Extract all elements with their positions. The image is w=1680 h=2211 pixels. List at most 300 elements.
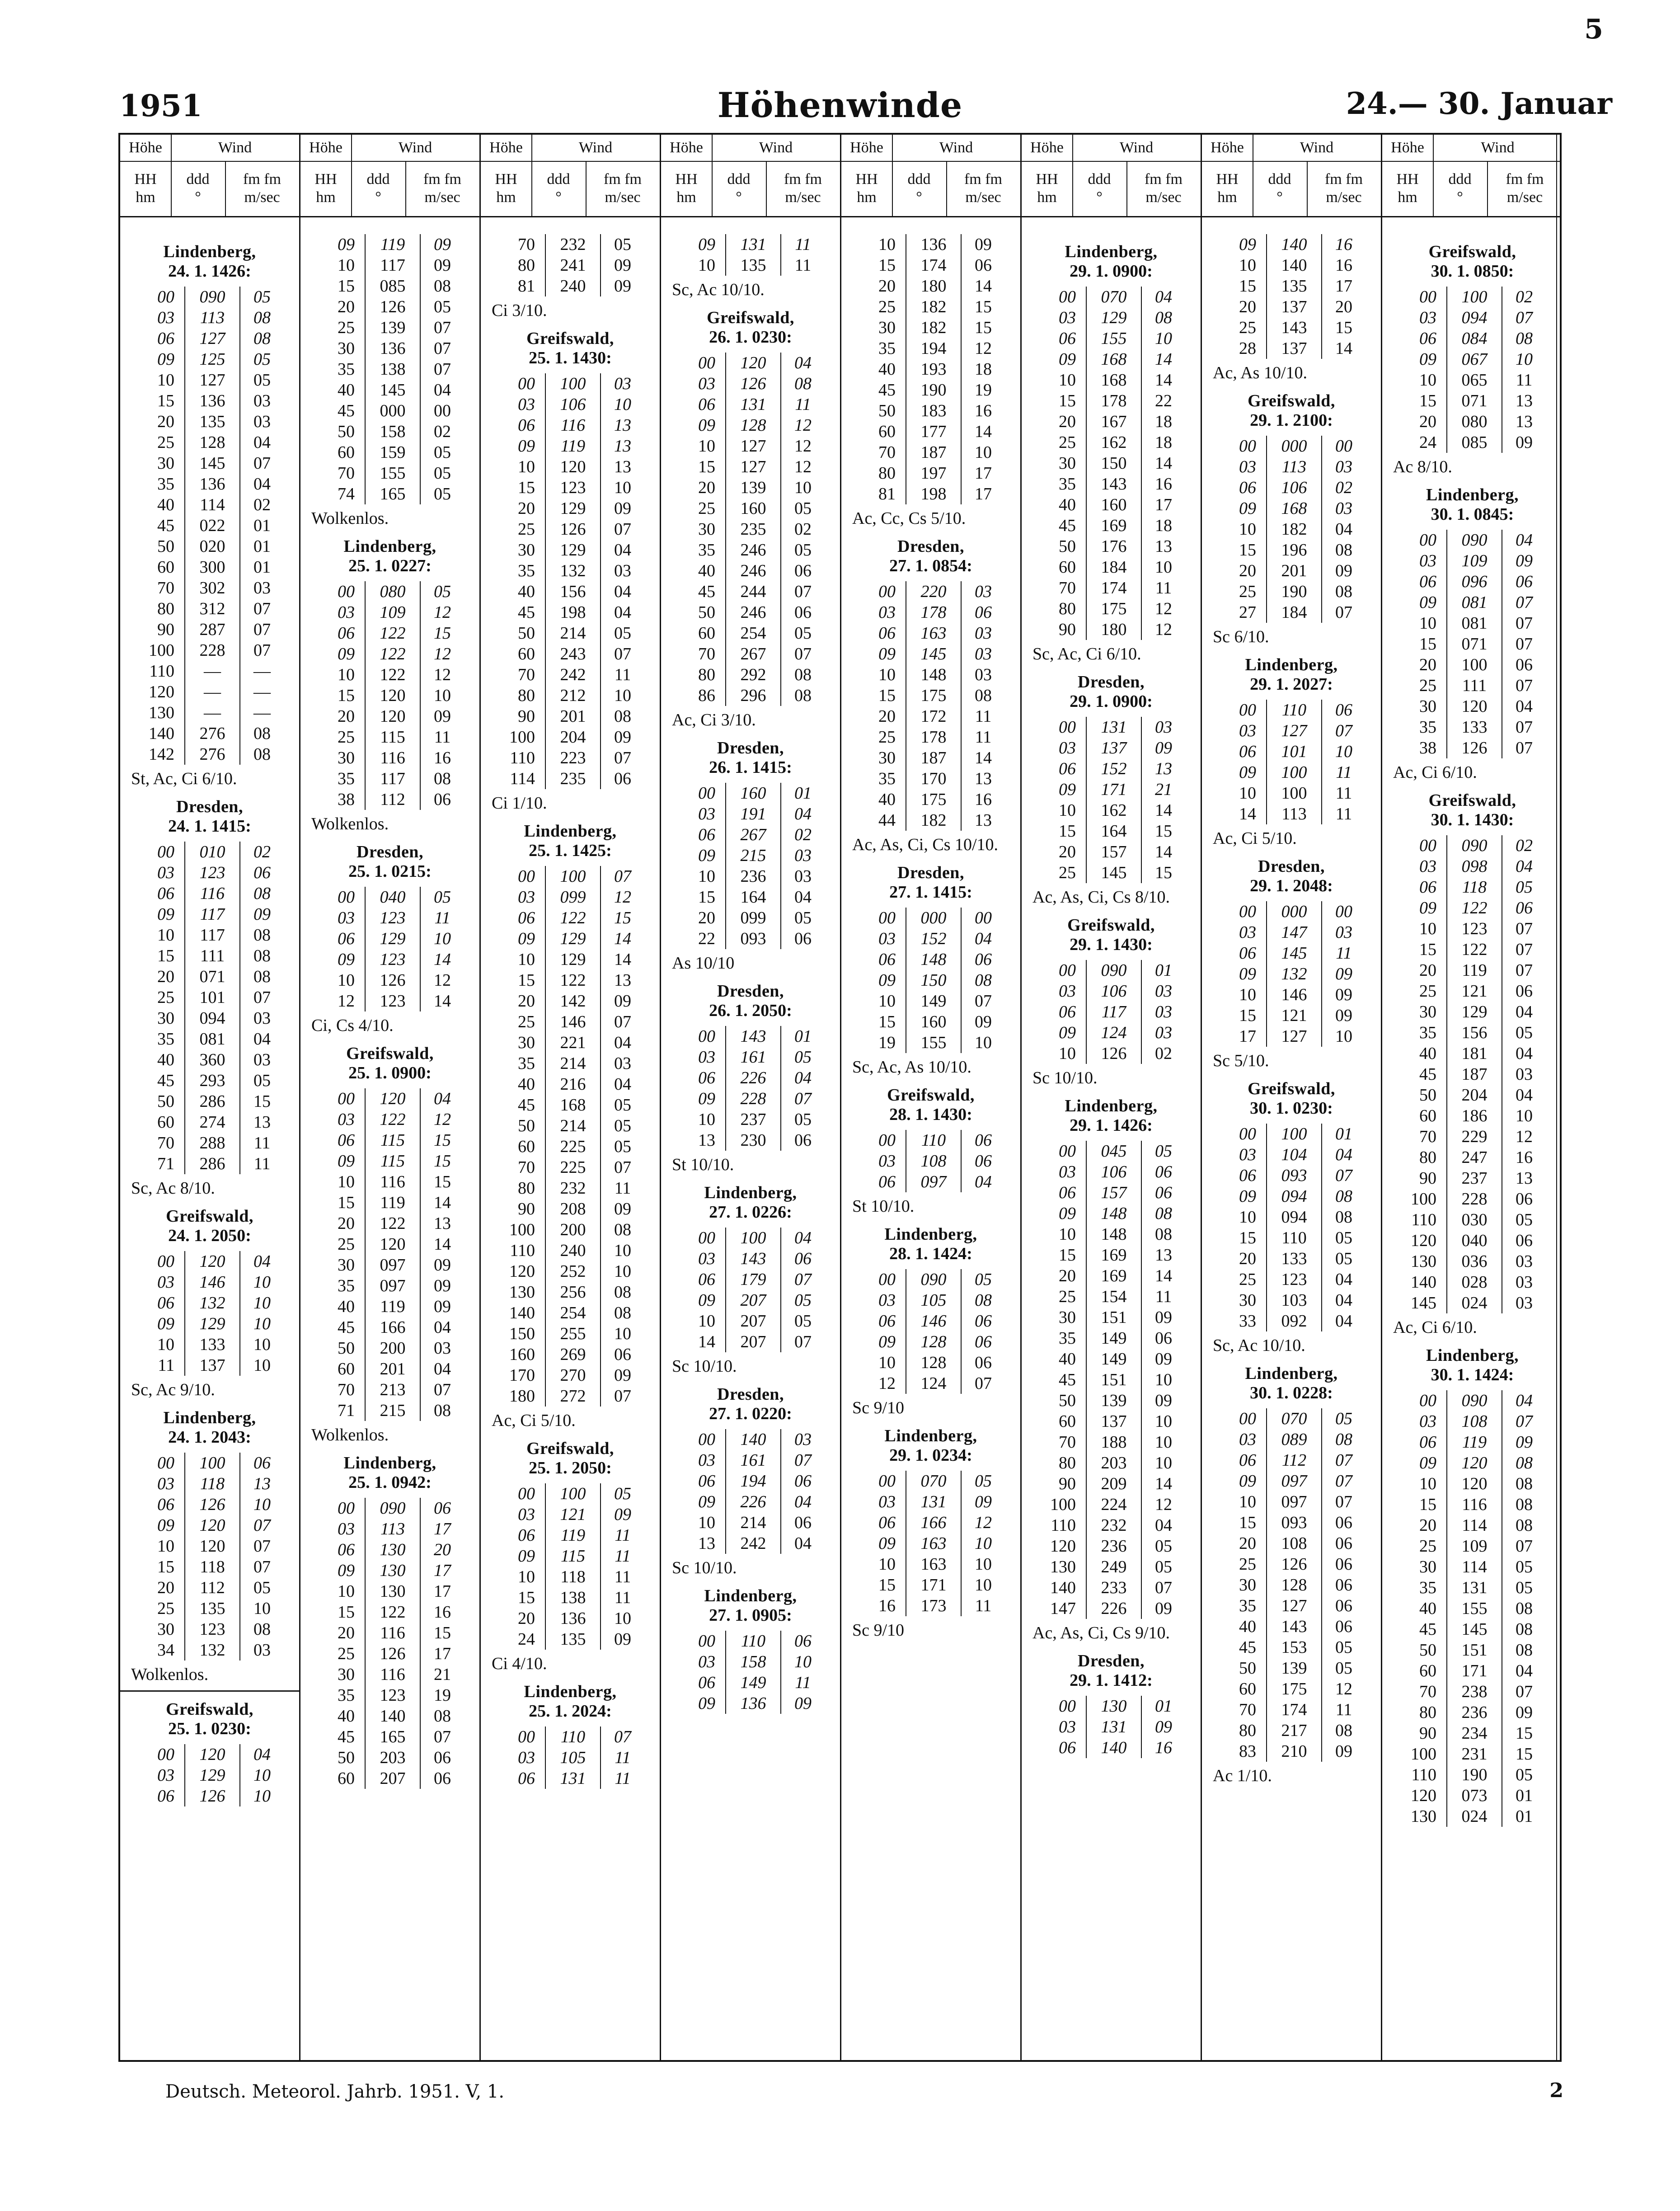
height-cell: 20 (338, 297, 355, 316)
speed-cell: 11 (1516, 371, 1533, 390)
speed-cell: 04 (614, 582, 631, 601)
height-cell: 10 (1419, 1474, 1436, 1493)
speed-cell: 14 (434, 1235, 451, 1254)
speed-cell: 05 (1516, 1578, 1533, 1597)
height-cell: 09 (157, 350, 174, 369)
height-cell: 03 (1419, 857, 1436, 876)
direction-cell: 208 (545, 1199, 601, 1219)
height-cell: 00 (157, 1745, 174, 1764)
observation-time: 27. 1. 0226: (709, 1203, 792, 1222)
table-row (300, 1685, 479, 1706)
speed-cell: 10 (614, 395, 631, 414)
height-cell: 110 (510, 748, 535, 767)
height-cell: 06 (157, 329, 174, 348)
table-row (1382, 1272, 1562, 1293)
station-name: Greifswald, (707, 308, 794, 327)
height-cell: 00 (1059, 1697, 1076, 1716)
table-row (300, 908, 479, 928)
table-row (841, 1130, 1020, 1151)
speed-cell: 13 (1155, 1246, 1172, 1265)
table-row (661, 456, 840, 477)
table-row (661, 602, 840, 623)
direction-cell: 097 (365, 1255, 421, 1275)
header-hoehe (120, 135, 172, 162)
table-row (481, 519, 660, 540)
direction-cell: 213 (365, 1379, 421, 1400)
speed-cell: 11 (614, 665, 631, 684)
height-cell: 09 (1239, 763, 1256, 782)
speed-cell: 07 (1516, 614, 1533, 633)
table-row (1382, 349, 1562, 370)
height-cell: 06 (698, 1472, 715, 1491)
record-heading (120, 1408, 299, 1447)
speed-cell: 14 (614, 929, 631, 948)
table-row (661, 845, 840, 866)
direction-cell: 106 (1086, 1162, 1142, 1182)
speed-cell: 15 (1516, 1724, 1533, 1743)
speed-cell: 10 (1516, 1106, 1533, 1125)
speed-cell: 05 (614, 1137, 631, 1156)
direction-cell: 000 (1266, 901, 1322, 922)
table-row (300, 1255, 479, 1275)
header-fm-text: m/sec (1506, 189, 1543, 206)
table-row (481, 1747, 660, 1768)
height-cell: 20 (518, 1609, 535, 1628)
table-column (1022, 135, 1202, 2060)
header-fm-text: fm fm (1506, 171, 1544, 188)
table-column (300, 135, 481, 2060)
speed-cell: 08 (614, 1303, 631, 1322)
sounding-record (1382, 791, 1562, 1338)
table-row (1202, 1575, 1381, 1595)
header-hh-text: hm (857, 189, 877, 206)
speed-cell: 10 (614, 1241, 631, 1260)
header-ddd-text: ° (1457, 189, 1463, 206)
direction-cell: 129 (545, 949, 601, 970)
speed-cell: 05 (434, 443, 451, 462)
direction-cell: 247 (1446, 1147, 1502, 1168)
direction-cell: 188 (1086, 1432, 1142, 1453)
speed-cell: 11 (1155, 579, 1172, 597)
height-cell: 100 (1411, 1190, 1436, 1209)
speed-cell: 07 (1516, 1537, 1533, 1556)
speed-cell: 06 (975, 1332, 992, 1351)
direction-cell: 109 (1446, 550, 1502, 571)
height-cell: 06 (157, 1787, 174, 1806)
height-cell: 25 (878, 728, 896, 747)
direction-cell: 024 (1446, 1806, 1502, 1827)
direction-cell: 098 (1446, 856, 1502, 877)
table-row (300, 317, 479, 338)
speed-cell: 14 (975, 277, 992, 296)
direction-cell: 123 (184, 1619, 240, 1640)
speed-cell: 05 (1155, 1142, 1172, 1161)
height-cell: 00 (1419, 531, 1436, 550)
station-name: Greifswald, (887, 1086, 975, 1105)
speed-cell: 20 (1335, 297, 1352, 316)
table-row (1382, 717, 1562, 738)
speed-cell: 14 (1155, 1474, 1172, 1493)
speed-cell: 09 (1335, 561, 1352, 580)
cloud-note: Sc, Ac, Ci 6/10. (1032, 644, 1141, 663)
table-row (300, 727, 479, 748)
height-cell: 09 (878, 644, 896, 663)
table-row (120, 1153, 299, 1174)
direction-cell: 214 (725, 1512, 781, 1533)
direction-cell: 116 (365, 748, 421, 768)
header-ddd (892, 161, 947, 216)
height-cell: 25 (1059, 1287, 1076, 1306)
height-cell: 15 (338, 686, 355, 705)
speed-cell: 10 (614, 1262, 631, 1281)
sounding-record (481, 1439, 660, 1674)
height-cell: 06 (1059, 329, 1076, 348)
header-hh (300, 161, 352, 216)
speed-cell: 03 (1155, 1002, 1172, 1021)
height-cell: 25 (518, 520, 535, 539)
height-cell: 70 (338, 1380, 355, 1399)
direction-cell: 178 (1086, 390, 1142, 411)
speed-cell: 07 (614, 1158, 631, 1177)
speed-cell: 08 (1516, 1599, 1533, 1618)
header-wind-text: Wind (759, 139, 793, 156)
speed-cell: 04 (1516, 1661, 1533, 1680)
speed-cell: 04 (253, 1030, 271, 1049)
table-row (1382, 1064, 1562, 1085)
record-heading (481, 329, 660, 368)
table-row (481, 1629, 660, 1650)
height-cell: 06 (1239, 1166, 1256, 1185)
direction-cell: 136 (725, 1693, 781, 1714)
height-cell: 45 (698, 582, 715, 601)
table-row (481, 928, 660, 949)
speed-cell: 02 (1335, 478, 1352, 497)
speed-cell: 13 (975, 769, 992, 788)
speed-cell: 08 (1155, 1204, 1172, 1223)
column-header (1022, 135, 1201, 217)
station-name: Lindenberg, (524, 822, 617, 841)
speed-cell: 01 (1516, 1807, 1533, 1826)
speed-cell: 20 (434, 1540, 451, 1559)
table-row (1382, 307, 1562, 328)
height-cell: 09 (1419, 899, 1436, 917)
speed-cell: 03 (1516, 1294, 1533, 1312)
speed-cell: 05 (975, 1472, 992, 1491)
direction-cell: 164 (1086, 821, 1142, 842)
direction-cell: 196 (1266, 540, 1322, 560)
header-wind (892, 135, 1020, 162)
speed-cell: 10 (975, 1555, 992, 1574)
table-row (1022, 1182, 1201, 1203)
height-cell: 06 (1419, 329, 1436, 348)
table-row (481, 1726, 660, 1747)
height-cell: 03 (698, 1249, 715, 1268)
height-cell: 20 (1059, 412, 1076, 431)
table-row (1382, 939, 1562, 960)
height-cell: 20 (878, 707, 896, 726)
header-fm-text: m/sec (244, 189, 280, 206)
speed-cell: 07 (1516, 635, 1533, 654)
direction-cell: 100 (1266, 783, 1322, 804)
speed-cell: 10 (1155, 329, 1172, 348)
sounding-record (1202, 1079, 1381, 1356)
table-row (841, 421, 1020, 442)
table-row (481, 1261, 660, 1282)
table-row (1382, 1209, 1562, 1230)
table-row (120, 1598, 299, 1619)
table-row (661, 1533, 840, 1554)
header-hh (841, 161, 893, 216)
column-body (1022, 234, 1201, 1758)
direction-cell: 117 (184, 904, 240, 925)
observation-time: 27. 1. 0905: (709, 1606, 792, 1625)
speed-cell: 05 (1335, 1409, 1352, 1428)
record-heading (1382, 1346, 1562, 1385)
table-row (1382, 1168, 1562, 1189)
table-row (1382, 571, 1562, 592)
footer-page-number: 2 (1549, 2079, 1563, 2102)
height-cell: 15 (518, 971, 535, 990)
station-name: Greifswald, (166, 1207, 253, 1226)
speed-cell: 09 (434, 256, 451, 275)
direction-cell: 229 (1446, 1126, 1502, 1147)
direction-cell: 140 (1266, 255, 1322, 276)
direction-cell: 135 (545, 1629, 601, 1650)
observation-time: 25. 1. 1425: (529, 841, 612, 860)
speed-cell: 08 (975, 971, 992, 990)
speed-cell: 03 (1516, 1273, 1533, 1292)
direction-cell: 214 (545, 623, 601, 644)
speed-cell: 05 (794, 908, 812, 927)
table-row (300, 970, 479, 991)
speed-cell: 07 (794, 1332, 812, 1351)
speed-cell: 00 (1335, 902, 1352, 921)
observation-time: 29. 1. 0900: (1070, 262, 1153, 281)
speed-cell: 04 (1335, 1145, 1352, 1164)
observation-time: 29. 1. 1426: (1070, 1116, 1153, 1135)
direction-cell: 119 (365, 234, 421, 255)
direction-cell: 040 (365, 887, 421, 908)
speed-cell: 17 (434, 1519, 451, 1538)
height-cell: 180 (509, 1387, 535, 1406)
speed-cell: 09 (434, 235, 451, 254)
direction-cell: 136 (184, 390, 240, 411)
speed-cell: 08 (434, 277, 451, 296)
table-row (1202, 276, 1381, 296)
direction-cell: 127 (1266, 720, 1322, 741)
height-cell: 35 (1059, 1329, 1076, 1348)
direction-cell: 136 (906, 234, 962, 255)
height-cell: 09 (878, 1332, 896, 1351)
height-cell: 50 (1419, 1086, 1436, 1105)
record-heading (661, 1586, 840, 1625)
table-row (1022, 779, 1201, 800)
height-cell: 40 (518, 582, 535, 601)
speed-cell: 08 (1335, 1187, 1352, 1206)
table-row (120, 682, 299, 702)
direction-cell: 071 (1446, 634, 1502, 654)
height-cell: 09 (1059, 1023, 1076, 1042)
direction-cell: 204 (545, 727, 601, 748)
speed-cell: 06 (614, 1345, 631, 1364)
direction-cell: 237 (1446, 1168, 1502, 1189)
record-heading (1202, 655, 1381, 694)
table-row (841, 949, 1020, 970)
table-row (661, 928, 840, 949)
sounding-record (300, 1044, 479, 1445)
direction-cell: 175 (906, 789, 962, 810)
direction-cell: 094 (1446, 307, 1502, 328)
direction-cell: 212 (545, 685, 601, 706)
direction-cell: 093 (1266, 1512, 1322, 1533)
table-row (1202, 338, 1381, 359)
direction-cell: 152 (906, 928, 962, 949)
height-cell: 35 (878, 339, 896, 358)
height-cell: 40 (1059, 1350, 1076, 1369)
speed-cell: 11 (1336, 944, 1352, 963)
speed-cell: 03 (253, 1009, 271, 1028)
speed-cell: 07 (1516, 940, 1533, 959)
height-cell: 70 (1419, 1127, 1436, 1146)
speed-cell: 09 (1155, 1391, 1172, 1410)
direction-cell: 207 (725, 1311, 781, 1331)
speed-cell: 04 (1516, 697, 1533, 716)
speed-cell: 11 (1335, 784, 1352, 803)
table-row (1202, 1512, 1381, 1533)
height-cell: 03 (338, 1519, 355, 1538)
table-row (120, 1744, 299, 1765)
height-cell: 45 (1419, 1065, 1436, 1084)
table-row (120, 904, 299, 925)
direction-cell: 209 (1086, 1473, 1142, 1494)
direction-cell: 215 (365, 1400, 421, 1421)
direction-cell: 131 (725, 394, 781, 415)
speed-cell: 16 (434, 748, 451, 767)
speed-cell: 04 (1516, 1086, 1533, 1105)
speed-cell: 10 (253, 1787, 271, 1806)
header-wind-text: Wind (1119, 139, 1154, 156)
speed-cell: 10 (614, 478, 631, 497)
speed-cell: 06 (1516, 1231, 1533, 1250)
speed-cell: 07 (1516, 718, 1533, 737)
height-cell: 90 (1419, 1169, 1436, 1188)
direction-cell: 155 (1086, 328, 1142, 349)
table-row (1022, 1432, 1201, 1453)
table-row (841, 317, 1020, 338)
speed-cell: 13 (253, 1474, 271, 1493)
speed-cell: 16 (1335, 256, 1352, 275)
speed-cell: 06 (794, 603, 812, 622)
header-ddd-text: ° (375, 189, 381, 206)
direction-cell: 243 (545, 644, 601, 664)
height-cell: 25 (338, 318, 355, 337)
height-cell: 80 (518, 1179, 535, 1198)
height-cell: 30 (878, 748, 896, 767)
cloud-note: Ci 1/10. (492, 794, 547, 813)
table-row (1382, 1577, 1562, 1598)
speed-cell: 07 (434, 360, 451, 379)
table-row (481, 560, 660, 581)
height-cell: 00 (338, 1089, 355, 1108)
station-name: Greifswald, (526, 1439, 614, 1458)
station-name: Lindenberg, (1426, 485, 1519, 504)
direction-cell: 127 (1266, 1595, 1322, 1616)
table-row (1022, 287, 1201, 307)
header-fm-text: m/sec (1326, 189, 1362, 206)
table-row (120, 1453, 299, 1473)
table-row (1022, 862, 1201, 883)
direction-cell: 130 (365, 1560, 421, 1581)
table-row (120, 390, 299, 411)
speed-cell: 04 (1335, 1291, 1352, 1310)
speed-cell: 04 (975, 929, 992, 948)
height-cell: 81 (878, 485, 896, 503)
speed-cell: 03 (1335, 457, 1352, 476)
speed-cell: 10 (253, 1294, 271, 1312)
table-row (1202, 498, 1381, 519)
speed-cell: 10 (1155, 1433, 1172, 1452)
height-cell: 00 (1059, 961, 1076, 980)
header-hoehe (661, 135, 713, 162)
direction-cell: 204 (1446, 1085, 1502, 1106)
height-cell: 09 (1419, 350, 1436, 369)
speed-cell: 11 (975, 707, 992, 726)
height-cell: 00 (1239, 701, 1256, 720)
header-hh-text: HH (1036, 171, 1058, 188)
direction-cell: 232 (545, 1178, 601, 1199)
speed-cell: 03 (975, 624, 992, 643)
table-row (661, 887, 840, 908)
direction-cell: 236 (1086, 1536, 1142, 1557)
observation-time: 29. 1. 0234: (889, 1446, 972, 1465)
direction-cell: 093 (725, 928, 781, 949)
height-cell: 03 (1239, 457, 1256, 476)
header-hoehe-text: Höhe (489, 139, 523, 156)
table-row (120, 1251, 299, 1272)
direction-cell: 148 (1086, 1224, 1142, 1245)
speed-cell: 09 (434, 707, 451, 726)
height-cell: 40 (1419, 1044, 1436, 1063)
height-cell: 40 (338, 381, 355, 400)
table-row (481, 1587, 660, 1608)
speed-cell: 08 (614, 1283, 631, 1302)
height-cell: 90 (1059, 620, 1076, 639)
station-name: Dresden, (1078, 673, 1145, 692)
table-row (1022, 960, 1201, 981)
table-row (120, 1070, 299, 1091)
table-row (841, 400, 1020, 421)
height-cell: 60 (157, 558, 174, 577)
direction-cell: 180 (1086, 619, 1142, 640)
speed-cell: 10 (614, 1324, 631, 1343)
table-row (1382, 613, 1562, 634)
direction-cell: 119 (545, 436, 601, 456)
speed-cell: 09 (1155, 739, 1172, 757)
height-cell: 06 (1059, 1183, 1076, 1202)
direction-cell: 252 (545, 1261, 601, 1282)
table-row (1022, 1390, 1201, 1411)
table-row (120, 328, 299, 349)
direction-cell: 120 (1446, 696, 1502, 717)
table-row (841, 581, 1020, 602)
cloud-note: Sc 10/10. (1032, 1068, 1098, 1087)
height-cell: 15 (1059, 822, 1076, 841)
height-cell: 40 (1419, 1599, 1436, 1618)
cloud-note: Sc 10/10. (672, 1558, 737, 1577)
direction-cell: 115 (365, 1130, 421, 1151)
table-row (1382, 287, 1562, 307)
speed-cell: 03 (253, 391, 271, 410)
